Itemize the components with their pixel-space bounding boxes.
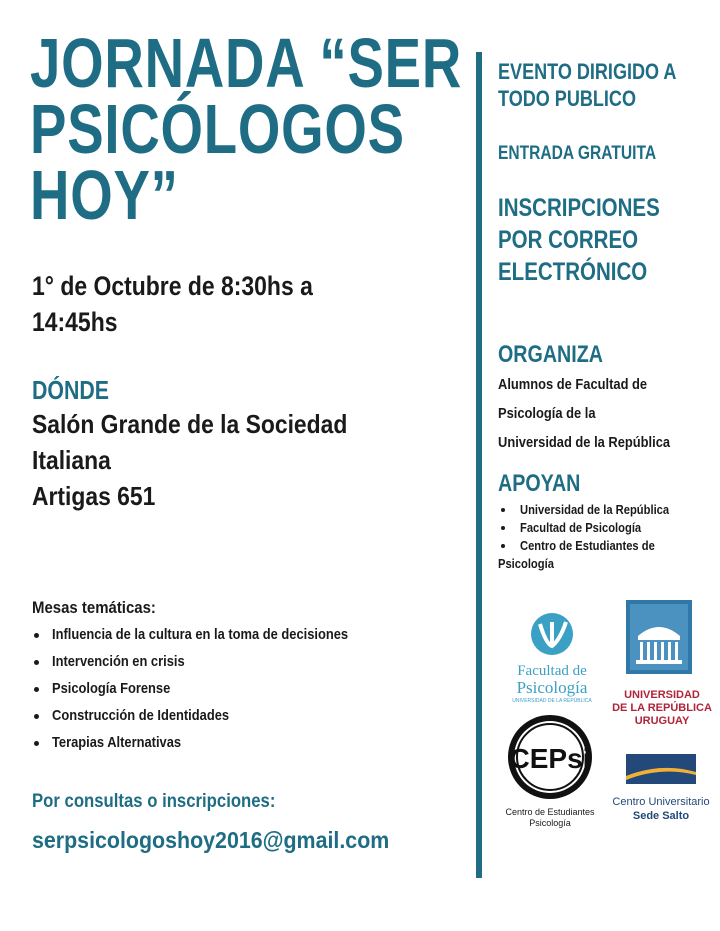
- title-line-3: HOY”: [30, 156, 179, 234]
- organizer-heading: ORGANIZA: [498, 341, 603, 368]
- thematic-tables-list: [32, 624, 396, 759]
- bullet-icon: [501, 508, 505, 512]
- cenur-logo-line-1: Centro Universitario: [612, 796, 710, 808]
- udelar-logo-line-2: DE LA REPÚBLICA: [612, 702, 712, 714]
- supporters-continuation: Psicología: [498, 556, 554, 571]
- registration-line-3: ELECTRÓNICO: [498, 258, 648, 286]
- event-date: [32, 268, 362, 340]
- date-line-2: 14:45hs: [32, 307, 118, 337]
- cenur-logo-line-2: Sede Salto: [632, 810, 690, 822]
- organizer-line-3: Universidad de la República: [498, 434, 671, 451]
- bullet-icon: [34, 633, 39, 638]
- ceps-logo-line-1: Centro de Estudiantes: [505, 807, 595, 817]
- sidebar: [498, 58, 720, 573]
- bullet-icon: [501, 526, 505, 530]
- ceps-emblem-icon: [500, 712, 600, 802]
- list-item-text: Psicología Forense: [52, 680, 171, 697]
- event-location: [32, 374, 390, 514]
- organizer-line-1: Alumnos de Facultad de: [498, 376, 648, 393]
- facultad-psicologia-logo: [502, 610, 602, 710]
- udelar-logo-line-3: URUGUAY: [634, 715, 690, 727]
- university-building-icon: [608, 598, 716, 678]
- list-item-text: Intervención en crisis: [52, 653, 185, 670]
- column-divider: [476, 52, 482, 878]
- audience-line-1: EVENTO DIRIGIDO A: [498, 59, 677, 84]
- cenur-logo: [606, 750, 716, 825]
- location-heading: DÓNDE: [32, 375, 110, 405]
- thematic-tables-heading: Mesas temáticas:: [32, 598, 156, 617]
- facultad-logo-tag: UNIVERSIDAD DE LA REPÚBLICA: [512, 698, 592, 704]
- bullet-icon: [34, 714, 39, 719]
- organizer-line-2: Psicología de la: [498, 405, 596, 422]
- supporters-list: [498, 501, 720, 555]
- bullet-icon: [34, 660, 39, 665]
- ceps-mark: CEPsi: [509, 743, 591, 774]
- list-item: [498, 537, 720, 555]
- list-item: [32, 732, 396, 759]
- contact-email[interactable]: serpsicologoshoy2016@gmail.com: [32, 827, 390, 853]
- list-item: [32, 651, 396, 678]
- udelar-logo: [608, 598, 716, 727]
- list-item-text: Centro de Estudiantes de: [520, 538, 655, 553]
- free-entry: ENTRADA GRATUITA: [498, 143, 657, 164]
- date-line-1: 1° de Octubre de 8:30hs a: [32, 271, 313, 301]
- list-item: [498, 519, 720, 537]
- facultad-logo-line-1: Facultad de: [517, 663, 587, 679]
- location-line-3: Artigas 651: [32, 481, 156, 511]
- bullet-icon: [34, 741, 39, 746]
- title-line-2: PSICÓLOGOS: [30, 90, 405, 168]
- list-item-text: Terapias Alternativas: [52, 734, 182, 751]
- udelar-logo-line-1: UNIVERSIDAD: [624, 689, 700, 701]
- list-item: [498, 501, 720, 519]
- cenur-emblem-icon: [606, 750, 716, 786]
- facultad-logo-line-2: Psicología: [516, 678, 588, 697]
- ceps-logo-line-2: Psicología: [529, 818, 571, 828]
- contact-info: [32, 788, 416, 858]
- facultad-psicologia-emblem-icon: [502, 610, 602, 658]
- location-line-2: Italiana: [32, 445, 111, 475]
- bullet-icon: [34, 687, 39, 692]
- bullet-icon: [501, 544, 505, 548]
- thematic-tables: [32, 596, 396, 759]
- list-item-text: Construcción de Identidades: [52, 707, 230, 724]
- list-item-text: Universidad de la República: [520, 502, 670, 517]
- title-line-1: JORNADA “SER: [30, 24, 463, 102]
- ceps-logo: [500, 712, 600, 827]
- supporters-heading: APOYAN: [498, 470, 581, 497]
- list-item-text: Facultad de Psicología: [520, 520, 642, 535]
- list-item: [32, 705, 396, 732]
- list-item: [32, 624, 396, 651]
- registration-line-1: INSCRIPCIONES: [498, 194, 660, 222]
- list-item: [32, 678, 396, 705]
- registration-line-2: POR CORREO: [498, 226, 639, 254]
- contact-heading: Por consultas o inscripciones:: [32, 791, 276, 812]
- audience-line-2: TODO PUBLICO: [498, 86, 636, 111]
- list-item-text: Influencia de la cultura en la toma de decisiones: [52, 626, 349, 643]
- location-line-1: Salón Grande de la Sociedad: [32, 409, 348, 439]
